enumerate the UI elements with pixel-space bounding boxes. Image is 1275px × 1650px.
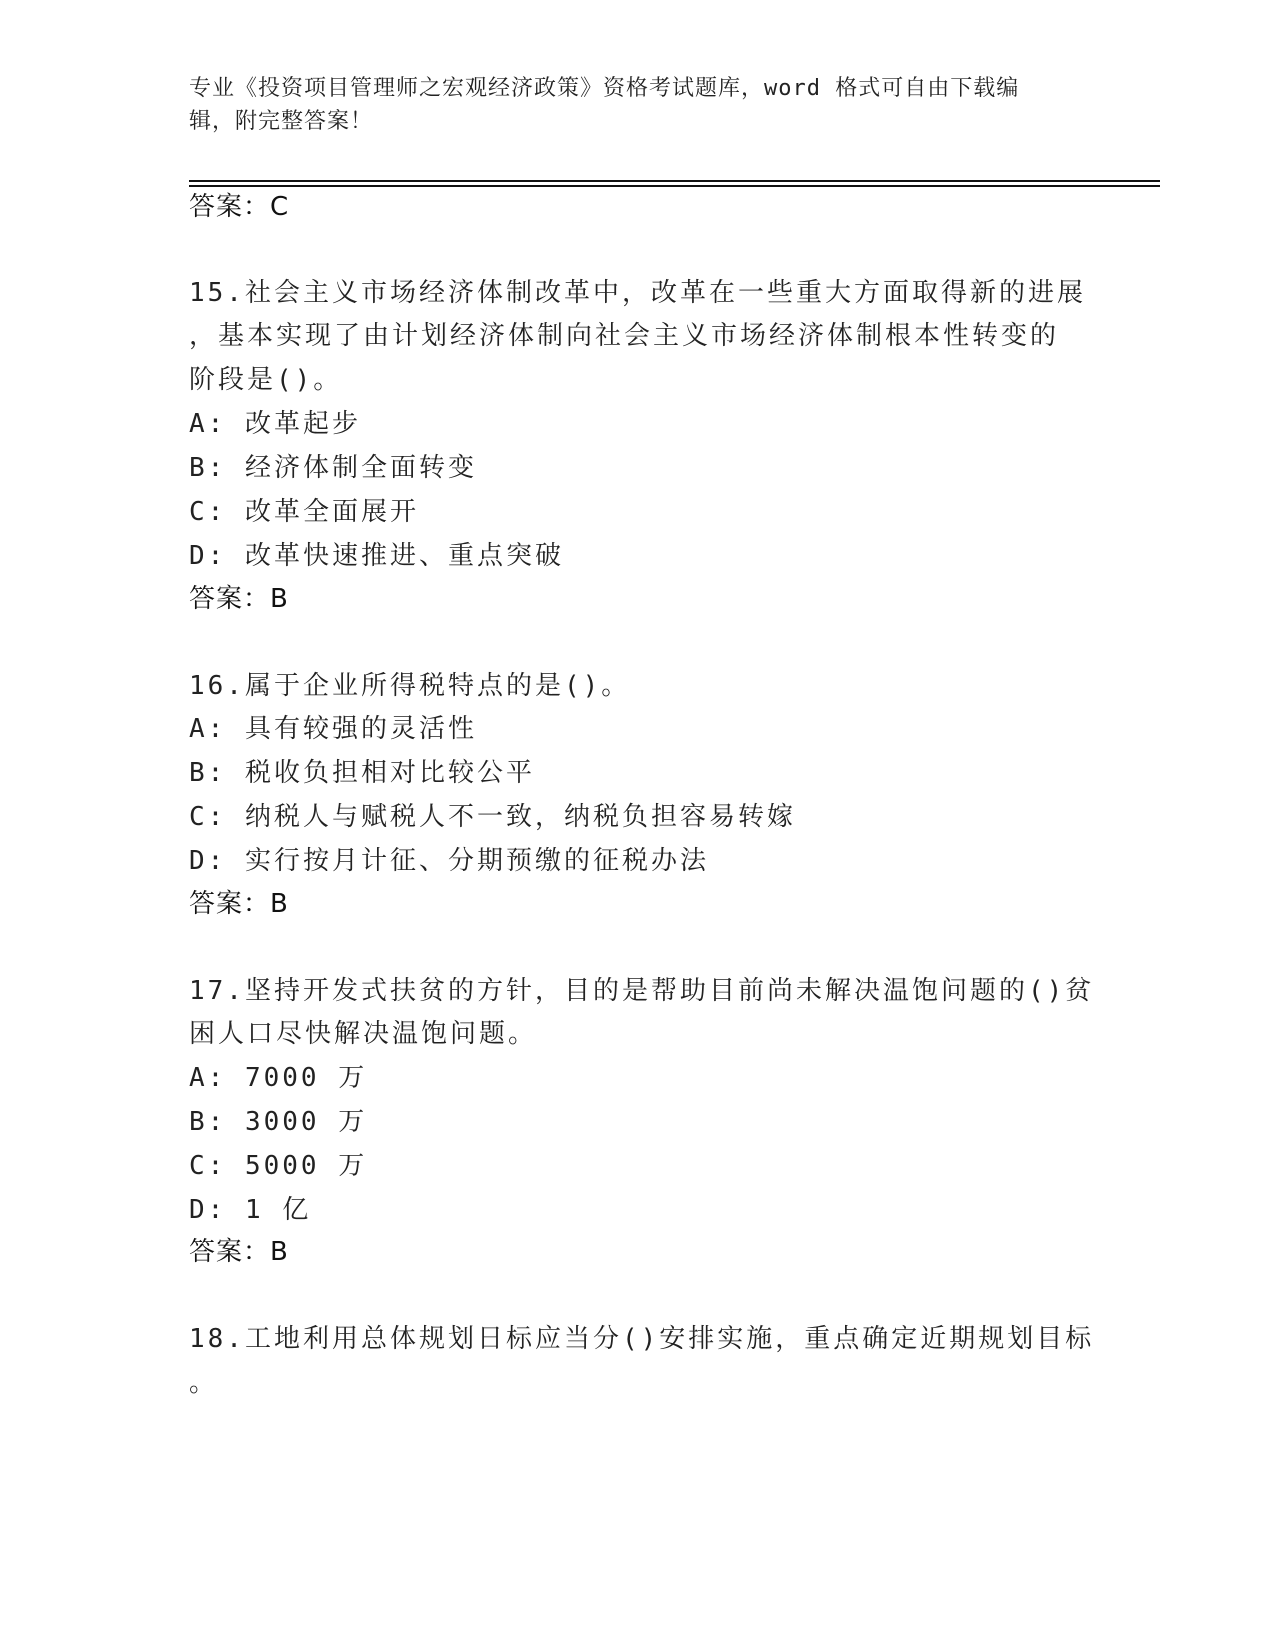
answer-label: 答案：B [189, 889, 289, 919]
question-text-line: 16.属于企业所得税特点的是()。 [189, 671, 631, 701]
option-a: A: 具有较强的灵活性 [189, 714, 477, 744]
question-text-line: 。 [189, 1368, 219, 1398]
question-text-line: 困人口尽快解决温饱问题。 [189, 1019, 538, 1049]
document-header [189, 72, 1089, 138]
option-d: D: 改革快速推进、重点突破 [189, 541, 564, 571]
option-c: C: 5000 万 [189, 1151, 368, 1181]
answer-label: 答案：B [189, 584, 289, 614]
question-text-line: 15.社会主义市场经济体制改革中，改革在一些重大方面取得新的进展 [189, 278, 1086, 308]
option-b: B: 3000 万 [189, 1107, 368, 1137]
answer-previous: 答案：C [189, 192, 290, 222]
option-b: B: 经济体制全面转变 [189, 453, 477, 483]
option-d: D: 1 亿 [189, 1195, 312, 1225]
option-a: A: 改革起步 [189, 409, 361, 439]
header-line-2: 辑，附完整答案！ [189, 109, 374, 134]
option-a: A: 7000 万 [189, 1063, 368, 1093]
question-text-line: 阶段是()。 [189, 365, 343, 395]
header-line-1: 专业《投资项目管理师之宏观经济政策》资格考试题库，word 格式可自由下载编 [189, 76, 1020, 101]
question-text-line: ，基本实现了由计划经济体制向社会主义市场经济体制根本性转变的 [189, 321, 1060, 351]
answer-label: 答案：B [189, 1237, 289, 1267]
option-b: B: 税收负担相对比较公平 [189, 758, 535, 788]
header-divider-bottom [189, 185, 1160, 187]
question-text-line: 17.坚持开发式扶贫的方针，目的是帮助目前尚未解决温饱问题的()贫 [189, 976, 1095, 1006]
option-c: C: 改革全面展开 [189, 497, 419, 527]
header-divider-top [189, 180, 1160, 182]
question-text-line: 18.工地利用总体规划日标应当分()安排实施，重点确定近期规划目标 [189, 1324, 1095, 1354]
option-c: C: 纳税人与赋税人不一致，纳税负担容易转嫁 [189, 802, 796, 832]
option-d: D: 实行按月计征、分期预缴的征税办法 [189, 846, 709, 876]
